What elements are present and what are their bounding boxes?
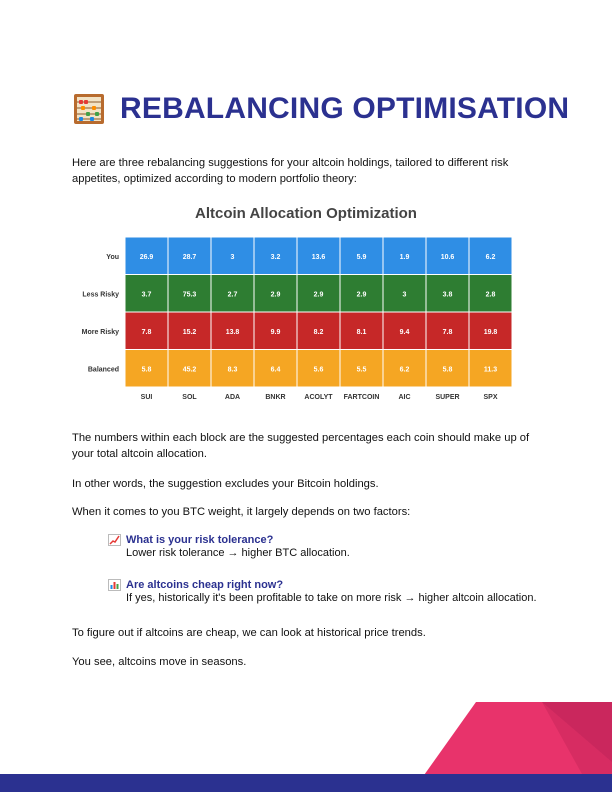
bitcoin-note-paragraph: In other words, the suggestion excludes your Bitcoin holdings. xyxy=(72,478,379,490)
cell-value: 3.2 xyxy=(270,253,281,261)
cell-value: 8.3 xyxy=(227,366,238,374)
cell-value: 2.9 xyxy=(270,291,281,299)
chart-title: Altcoin Allocation Optimization xyxy=(195,205,417,222)
cell-value: 5.8 xyxy=(442,366,453,374)
cell-value: 7.8 xyxy=(141,328,152,336)
cell-value: 3 xyxy=(402,291,407,299)
cell-value: 15.2 xyxy=(182,328,197,336)
factor-answer: If yes, historically it's been profitable to take on more risk → higher altcoin allocation. xyxy=(126,592,537,604)
row-label: Less Risky xyxy=(82,291,119,299)
cell-value: 2.9 xyxy=(356,291,367,299)
cell-value: 45.2 xyxy=(182,366,197,374)
factor-question: What is your risk tolerance? xyxy=(126,534,274,546)
cell-value: 3.7 xyxy=(141,291,152,299)
cell-value: 6.2 xyxy=(485,253,496,261)
cell-value: 9.4 xyxy=(399,328,410,336)
cell-value: 6.4 xyxy=(270,366,281,374)
column-label: SOL xyxy=(182,394,197,401)
btc-weight-paragraph: When it comes to you BTC weight, it largely depends on two factors: xyxy=(72,506,411,518)
column-label: ACOLYT xyxy=(304,394,333,401)
factor-question: Are altcoins cheap right now? xyxy=(126,579,284,591)
cell-value: 9.9 xyxy=(270,328,281,336)
cell-value: 13.8 xyxy=(225,328,240,336)
row-label: You xyxy=(106,253,119,261)
cell-value: 8.2 xyxy=(313,328,324,336)
cell-value: 3.8 xyxy=(442,291,453,299)
cell-value: 28.7 xyxy=(182,253,197,261)
factor-answer: Lower risk tolerance → higher BTC allocation. xyxy=(126,547,350,559)
column-label: SUPER xyxy=(435,394,460,401)
column-label: BNKR xyxy=(265,394,286,401)
explanation-paragraph: The numbers within each block are the suggested percentages each coin should make up of your total altcoin allocation. xyxy=(72,432,530,460)
cell-value: 75.3 xyxy=(182,291,197,299)
cell-value: 5.8 xyxy=(141,366,152,374)
cell-value: 5.9 xyxy=(356,253,367,261)
seasons-paragraph: You see, altcoins move in seasons. xyxy=(72,656,247,668)
column-label: FARTCOIN xyxy=(343,394,380,401)
page-title: REBALANCING OPTIMISATION xyxy=(120,92,570,125)
cheap-check-paragraph: To figure out if altcoins are cheap, we can look at historical price trends. xyxy=(72,627,426,639)
cell-value: 5.5 xyxy=(356,366,367,374)
column-label: SUI xyxy=(140,394,153,401)
row-label: Balanced xyxy=(87,366,119,374)
cell-value: 13.6 xyxy=(311,253,326,261)
cell-value: 5.6 xyxy=(313,366,324,374)
column-label: ADA xyxy=(224,394,241,401)
factor-risk-tolerance xyxy=(108,534,350,561)
cell-value: 1.9 xyxy=(399,253,410,261)
cell-value: 26.9 xyxy=(139,253,154,261)
cell-value: 10.6 xyxy=(440,253,455,261)
column-label: SPX xyxy=(483,394,498,401)
cell-value: 2.8 xyxy=(485,291,496,299)
cell-value: 2.7 xyxy=(227,291,238,299)
bar-chart-icon xyxy=(108,579,121,591)
footer-bar xyxy=(0,774,612,792)
cell-value: 3 xyxy=(230,253,235,261)
factor-altcoins-cheap xyxy=(108,579,537,606)
chart-increasing-icon xyxy=(108,534,121,546)
column-label: AIC xyxy=(398,394,411,401)
cell-value: 7.8 xyxy=(442,328,453,336)
cell-value: 11.3 xyxy=(483,366,498,374)
cell-value: 6.2 xyxy=(399,366,410,374)
intro-paragraph: Here are three rebalancing suggestions for your altcoin holdings, tailored to different risk appetites, optimized according to modern portfolio theory: xyxy=(72,157,509,185)
cell-value: 8.1 xyxy=(356,328,367,336)
cell-value: 19.8 xyxy=(483,328,498,336)
row-label: More Risky xyxy=(81,328,119,336)
cell-value: 2.9 xyxy=(313,291,324,299)
